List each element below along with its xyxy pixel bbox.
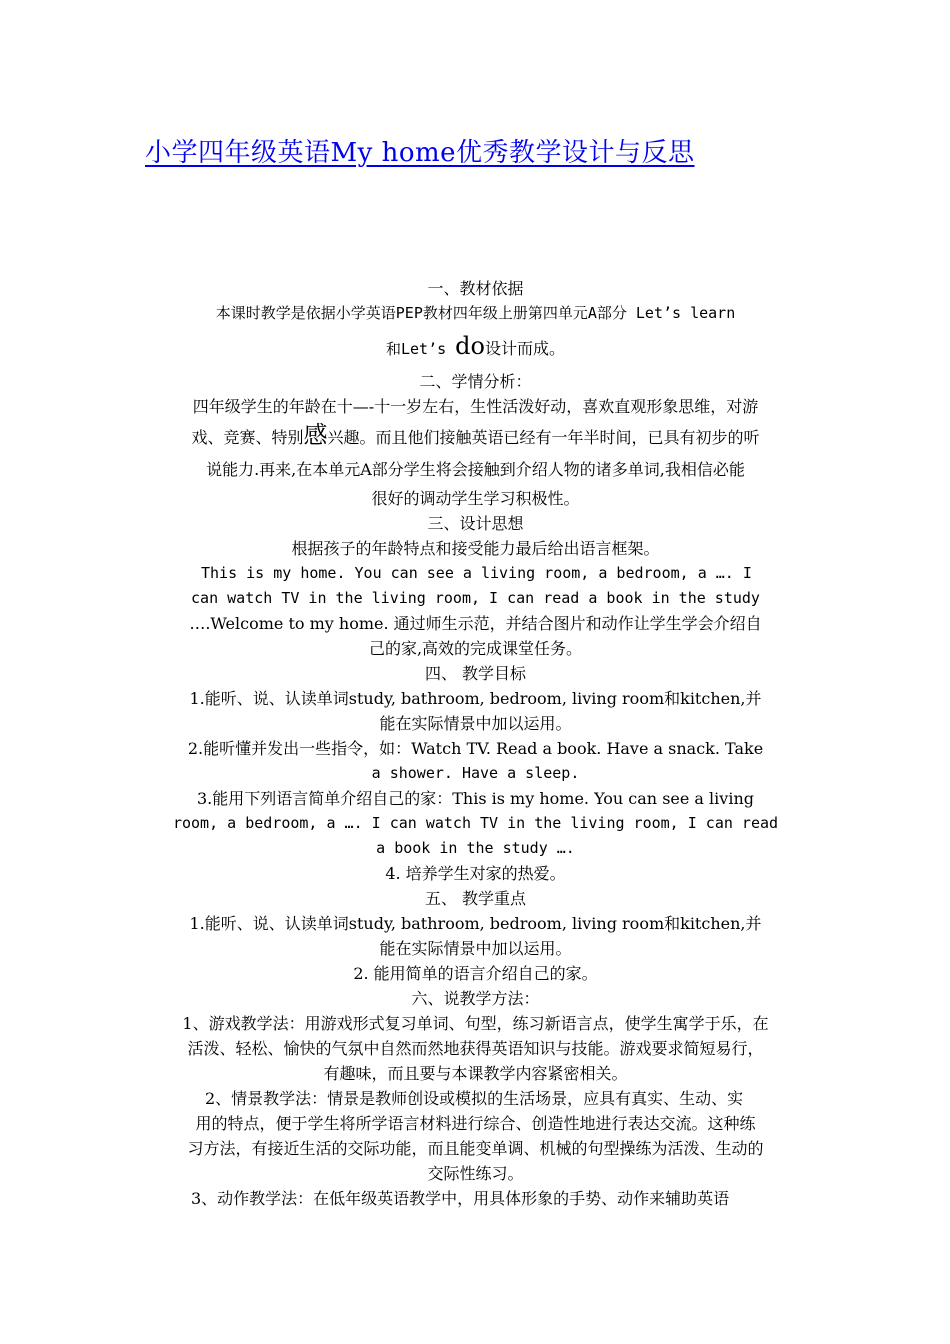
goal-line: 2.能听懂并发出一些指令，如：Watch TV. Read a book. Have a snack. Take (187, 739, 764, 758)
method-line: 用的特点，便于学生将所学语言材料进行综合、创造性地进行表达交流。这种练 (195, 1114, 756, 1133)
document-title-link[interactable]: 小学四年级英语My home优秀教学设计与反思 (145, 138, 695, 168)
text-run: 和Let’s (385, 340, 456, 358)
text-run-large: do (455, 332, 485, 360)
goal-line: 1.能听、说、认读单词study, bathroom, bedroom, living room和kitchen,并 (189, 689, 762, 708)
paragraph-line: ….Welcome to my home. 通过师生示范，并结合图片和动作让学生学会介绍自 (189, 614, 762, 633)
key-point-line: 1.能听、说、认读单词study, bathroom, bedroom, living room和kitchen,并 (189, 914, 762, 933)
paragraph-line (143, 419, 808, 454)
method-line: 1、游戏教学法：用游戏形式复习单词、句型，练习新语言点，使学生寓学于乐，在 (182, 1014, 769, 1033)
paragraph-line: 本课时教学是依据小学英语PEP教材四年级上册第四单元A部分 Let’s learn (215, 304, 736, 322)
goal-line: room, a bedroom, a …. I can watch TV in the living room, I can read (172, 814, 779, 832)
goal-line: 3.能用下列语言简单介绍自己的家：This is my home. You can see a living (196, 789, 754, 808)
section-heading-2: 二、学情分析： (419, 372, 532, 391)
text-run: 兴趣。而且他们接触英语已经有一年半时间，已具有初步的听 (327, 428, 760, 447)
paragraph-line: This is my home. You can see a living room, a bedroom, a …. I (201, 564, 752, 582)
goal-line: a shower. Have a sleep. (371, 764, 580, 782)
paragraph-line (143, 326, 808, 369)
section-heading-4: 四、 教学目标 (424, 664, 527, 683)
goal-line: 4. 培养学生对家的热爱。 (385, 864, 566, 883)
section-heading-1: 一、教材依据 (427, 279, 524, 298)
method-line: 习方法，有接近生活的交际功能，而且能变单调、机械的句型操练为活泼、生动的 (187, 1139, 764, 1158)
text-run-large: 感 (303, 421, 328, 449)
method-line: 2、情景教学法：情景是教师创设或模拟的生活场景，应具有真实、生动、实 (205, 1089, 744, 1108)
paragraph-line: 说能力.再来,在本单元A部分学生将会接触到介绍人物的诸多单词,我相信必能 (206, 460, 745, 479)
text-run: 设计而成。 (484, 339, 565, 358)
text-run: 戏、竞赛、特别 (191, 428, 304, 447)
paragraph-line: 根据孩子的年龄特点和接受能力最后给出语言框架。 (291, 539, 660, 558)
section-heading-3: 三、设计思想 (427, 514, 524, 533)
paragraph-line: 四年级学生的年龄在十—-十一岁左右，生性活泼好动，喜欢直观形象思维，对游 (192, 397, 759, 416)
method-line: 活泼、轻松、愉快的气氛中自然而然地获得英语知识与技能。游戏要求简短易行， (187, 1039, 764, 1058)
key-point-line: 能在实际情景中加以运用。 (379, 939, 572, 958)
paragraph-line: can watch TV in the living room, I can read a book in the study (191, 589, 760, 607)
section-heading-5: 五、 教学重点 (424, 889, 527, 908)
paragraph-line: 己的家,高效的完成课堂任务。 (368, 639, 583, 658)
goal-line: 能在实际情景中加以运用。 (379, 714, 572, 733)
key-point-line: 2. 能用简单的语言介绍自己的家。 (353, 964, 598, 983)
section-heading-6: 六、说教学方法： (411, 989, 540, 1008)
paragraph-line: 很好的调动学生学习积极性。 (371, 489, 580, 508)
method-line: 3、动作教学法：在低年级英语教学中，用具体形象的手势、动作来辅助英语 (191, 1189, 730, 1208)
method-line: 交际性练习。 (427, 1164, 524, 1183)
document-body (143, 276, 808, 1211)
goal-line: a book in the study …. (376, 839, 575, 857)
method-line: 有趣味，而且要与本课教学内容紧密相关。 (323, 1064, 628, 1083)
